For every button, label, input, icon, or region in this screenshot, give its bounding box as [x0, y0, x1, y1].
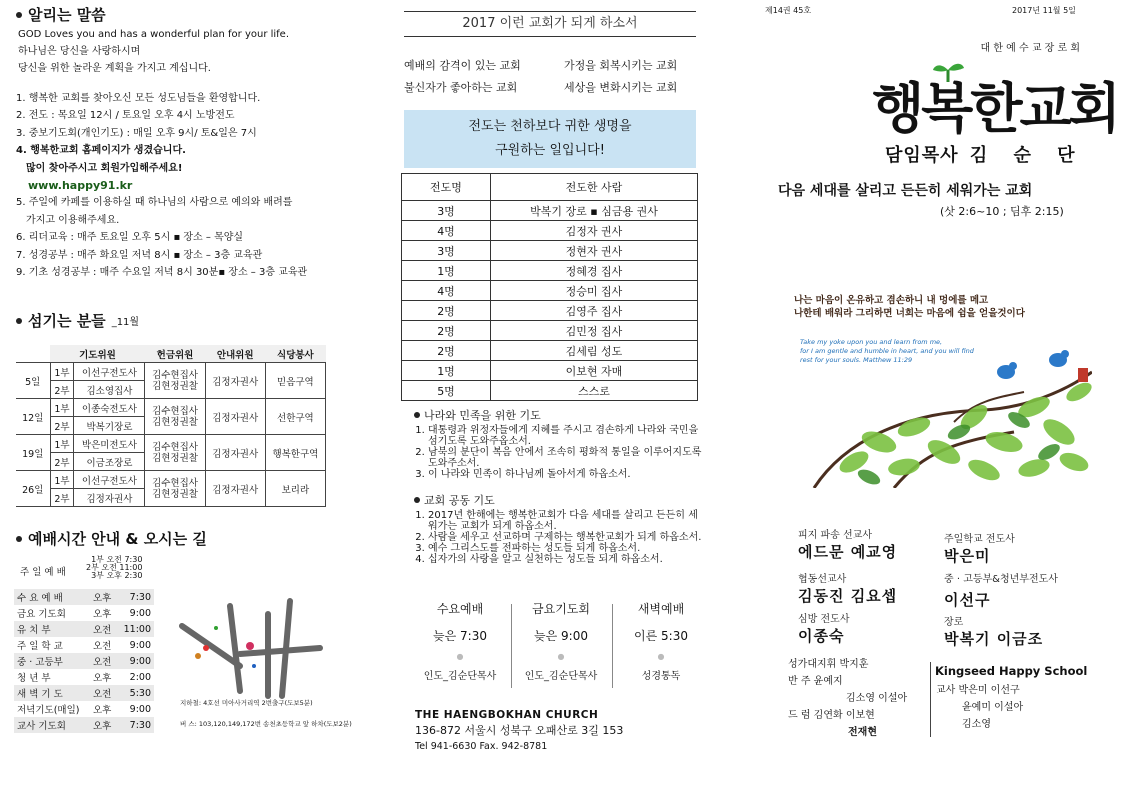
service-time: 늦은 9:00: [534, 629, 588, 643]
kitchen-cell: 보리라: [265, 471, 325, 507]
choir-line: 성가대지휘 박지훈: [788, 659, 869, 670]
vision-item: 세상을 변화시키는 교회: [564, 81, 678, 94]
worship-ampm: 오후: [90, 589, 117, 605]
staff-name: 김동진 김요셉: [798, 587, 898, 605]
evangelism-header-row: [402, 174, 698, 201]
table-row: [14, 701, 154, 717]
common-prayer: [414, 492, 704, 565]
offering-name: 김현정권찰: [152, 416, 198, 428]
service-part: 2부: [50, 453, 74, 471]
common-prayer-title: [414, 492, 704, 508]
table-row: [14, 653, 154, 669]
evangelist-name: 김영주 집사: [491, 301, 698, 321]
offering-cell: [145, 363, 205, 399]
header-usher: 안내위원: [205, 345, 265, 363]
servers-table: [16, 345, 326, 507]
kitchen-cell: 믿음구역: [265, 363, 325, 399]
evangelist-name: 박복기 장로 ▪ 심금용 권사: [491, 201, 698, 221]
offering-cell: [145, 471, 205, 507]
pastor-name: 김 순 단: [969, 145, 1085, 166]
evangelist-name: 정승미 집사: [491, 281, 698, 301]
prayer-leader: 이선구전도사: [74, 363, 145, 381]
usher-cell: 김정자권사: [205, 399, 265, 435]
evangelism-count: 3명: [402, 241, 491, 261]
sunday-times: [86, 556, 142, 580]
worship-ampm: 오전: [92, 641, 112, 652]
english-verse: [800, 338, 974, 365]
table-row: [402, 361, 698, 381]
service-note: 인도_김순단목사: [524, 671, 598, 682]
service-name: 새벽예배: [637, 602, 685, 616]
header-count: 전도명: [402, 174, 491, 201]
common-prayer-list: [414, 510, 704, 565]
announce-intro: [18, 26, 378, 77]
worship-name: 교사 기도회: [14, 717, 90, 733]
prayer-item: 2. 사람을 세우고 선교하며 구제하는 행복한교회가 되게 하옵소서.: [428, 532, 704, 543]
staff-entry: [798, 570, 897, 606]
announce-item: 2. 전도 : 목요일 12시 / 토요일 오후 4시 노방전도: [16, 110, 235, 122]
worship-name: 유 치 부: [14, 621, 90, 637]
service-column: [410, 600, 510, 682]
staff-role: 중 · 고등부&청년부전도사: [944, 574, 1058, 585]
service-time: 이른 5:30: [634, 629, 688, 643]
offering-name: 김현정권찰: [152, 452, 198, 464]
announce-item: 5. 주일에 카페를 이용하실 때 하나님의 사람으로 예의와 배려를: [16, 197, 293, 209]
worship-name: 새 벽 기 도: [14, 685, 90, 701]
evangelism-count: 5명: [402, 381, 491, 401]
prayer-item: 4. 십자가의 사랑을 알고 실천하는 성도들 되게 하옵소서.: [428, 554, 704, 565]
prayer-leader: 박은미전도사: [74, 435, 145, 453]
evangelism-banner: [404, 110, 696, 168]
common-prayer-title-text: 교회 공동 기도: [424, 494, 495, 507]
table-row: [16, 399, 326, 417]
worship-ampm: 오전: [90, 653, 117, 669]
verse-line: rest for your souls. Matthew 11:29: [800, 356, 913, 364]
verse-line: Take my yoke upon you and learn from me,: [800, 338, 943, 346]
service-time: 늦은 7:30: [433, 629, 487, 643]
dot-icon: ●: [456, 652, 464, 661]
choir-list: [788, 656, 928, 741]
evangelist-name: 정혜경 집사: [491, 261, 698, 281]
week-day: 19일: [16, 435, 50, 471]
vision-title: 2017 이런 교회가 되게 하소서: [404, 11, 696, 37]
table-row: [402, 321, 698, 341]
evangelist-name: 김세림 성도: [491, 341, 698, 361]
table-row: [402, 301, 698, 321]
prayer-item: 1. 2017년 한해에는 행복한교회가 다음 세대를 살리고 든든히 세워가는 교회가 되게 하옵소서.: [428, 510, 704, 532]
church-english-name: THE HAENGBOKHAN CHURCH: [415, 709, 599, 721]
prayer-item: 2. 남북의 분단이 복음 안에서 조속히 평화적 통일을 이루어지도록 도와주소서.: [428, 447, 704, 469]
sunday-label: 주 일 예 배: [20, 567, 66, 578]
staff-role: 피지 파송 선교사: [798, 530, 872, 541]
header-offering: 헌금위원: [145, 345, 205, 363]
kingseed-line: 교사 박은미 이선구: [936, 685, 1020, 696]
nation-prayer-title-text: 나라와 민족을 위한 기도: [424, 409, 541, 422]
bulletin-date: 2017년 11월 5일: [1012, 6, 1076, 15]
calligraphy-line: 나는 마음이 온유하고 겸손하니 내 멍에를 메고: [794, 295, 989, 306]
header-kitchen: 식당봉사: [265, 345, 325, 363]
service-part: 1부: [50, 471, 74, 489]
verse-line: for I am gentle and humble in heart, and you will find: [800, 347, 974, 355]
week-day: 26일: [16, 471, 50, 507]
prayer-leader: 이선구전도사: [74, 471, 145, 489]
intro-line: GOD Loves you and has a wonderful plan for your life.: [18, 29, 290, 40]
worship-time: 2:00: [129, 671, 151, 683]
announce-item: 3. 중보기도회(개인기도) : 매일 오후 9시/ 토&일은 7시: [16, 127, 257, 139]
evangelist-name: 김정자 권사: [491, 221, 698, 241]
map-caption-subway: 지하철: 4호선 미아사거리역 2번출구(도보5분): [180, 699, 313, 707]
evangelist-name: 김민정 집사: [491, 321, 698, 341]
servers-header-row: [16, 345, 326, 363]
worship-ampm: 오후: [92, 609, 112, 620]
sunday-time: 2부 오전 11:00: [86, 563, 143, 572]
worship-time: 7:30: [117, 589, 154, 605]
worship-name: 중 · 고등부: [14, 653, 90, 669]
church-address: [415, 707, 623, 755]
bullet-icon: [414, 497, 420, 503]
announce-item: 4. 행복한교회 홈페이지가 생겼습니다.: [16, 145, 186, 157]
offering-name: 김현정권찰: [152, 380, 198, 392]
worship-ampm: 오전: [90, 621, 117, 637]
scripture-illustration: [784, 292, 1092, 488]
usher-cell: 김정자권사: [205, 363, 265, 399]
nation-prayer-list: [414, 425, 704, 480]
staff-entry: [798, 610, 849, 646]
worship-time: 5:30: [117, 685, 154, 701]
evangelism-count: 3명: [402, 201, 491, 221]
announce-title-text: 알리는 말씀: [28, 6, 106, 24]
calligraphy: [794, 294, 1025, 320]
staff-role: 주일학교 전도사: [944, 534, 1015, 545]
evangelist-name: 스스로: [491, 381, 698, 401]
map-drawing: [170, 596, 340, 706]
staff-name: 박은미: [944, 547, 991, 565]
map-caption-bus: 버 스: 103,120,149,172번 송천초등학교 앞 하차(도보2분): [180, 720, 352, 728]
choir-line: 드 럼 김연화 이보현: [788, 710, 875, 721]
table-row: [14, 621, 154, 637]
table-row: [14, 637, 154, 653]
service-part: 2부: [50, 489, 74, 507]
tree-bird-art: [784, 292, 1092, 488]
services-grid: [410, 600, 710, 692]
evangelism-count: 2명: [402, 301, 491, 321]
nation-prayer: [414, 407, 704, 480]
bullet-icon: [16, 536, 22, 542]
worship-name: 수 요 예 배: [14, 589, 90, 605]
staff-entry: [944, 613, 1043, 649]
evangelist-name: 이보현 자매: [491, 361, 698, 381]
calligraphy-line: 나한테 배워라 그리하면 너희는 마음에 쉼을 얻을것이다: [794, 308, 1025, 319]
kingseed-teachers: [936, 682, 1023, 733]
service-column: [612, 600, 710, 682]
service-column: [511, 600, 611, 682]
worship-time: 7:30: [117, 717, 154, 733]
worship-name: 금요 기도회: [17, 609, 66, 620]
header-prayer: 기도위원: [50, 345, 145, 363]
offering-cell: [145, 399, 205, 435]
evangelism-table: [401, 173, 698, 401]
table-row: [16, 471, 326, 489]
worship-name: 저녁기도(매일): [17, 705, 80, 716]
worship-time: 9:00: [129, 607, 151, 619]
worship-time: 9:00: [129, 703, 151, 715]
vision-item: 불신자가 좋아하는 교회: [404, 81, 518, 94]
announce-item: 많이 찾아주시고 회원가입해주세요!: [26, 162, 183, 174]
servers-title: [16, 310, 139, 331]
offering-name: 김수현집사: [152, 405, 198, 417]
staff-name: 에드문 예교영: [798, 543, 898, 561]
service-part: 2부: [50, 381, 74, 399]
evangelism-count: 2명: [402, 341, 491, 361]
worship-ampm: 오후: [92, 705, 112, 716]
kingseed-line: 김소영: [962, 719, 991, 730]
choir-line: 김소영 이설아: [846, 693, 908, 704]
worship-time: 11:00: [117, 621, 154, 637]
announce-item: 가지고 이용해주세요.: [26, 214, 120, 226]
evangelism-count: 1명: [402, 261, 491, 281]
worship-ampm: 오후: [90, 717, 117, 733]
table-row: [402, 341, 698, 361]
location-map[interactable]: [170, 596, 340, 706]
nation-prayer-title: [414, 407, 704, 423]
staff-name: 이종숙: [798, 627, 845, 645]
table-row: [16, 363, 326, 381]
staff-entry: [944, 530, 1015, 566]
offering-name: 김수현집사: [152, 477, 198, 489]
banner-line: 전도는 천하보다 귀한 생명을: [468, 119, 632, 134]
evangelist-name: 정현자 권사: [491, 241, 698, 261]
vision-item: 가정을 회복시키는 교회: [564, 59, 678, 72]
banner-line: 구원하는 일입니다!: [495, 143, 605, 158]
prayer-leader: 이종숙전도사: [74, 399, 145, 417]
evangelism-count: 2명: [402, 321, 491, 341]
bulletin-volume: 제14권 45호: [765, 6, 812, 15]
choir-line: 반 주 윤예지: [788, 676, 843, 687]
service-part: 1부: [50, 399, 74, 417]
bullet-icon: [16, 12, 22, 18]
table-row: [14, 717, 154, 733]
evangelism-count: 4명: [402, 281, 491, 301]
sunday-worship: [20, 556, 160, 586]
vision-item: 예배의 감격이 있는 교회: [404, 59, 521, 72]
week-day: 5일: [16, 363, 50, 399]
announce-item: 6. 리더교육 : 매주 토요일 오후 5시 ▪ 장소 – 목양실: [16, 232, 244, 244]
evangelism-count: 1명: [402, 361, 491, 381]
table-row: [14, 589, 154, 605]
service-part: 1부: [50, 435, 74, 453]
kingseed-line: 윤예미 이설아: [962, 702, 1024, 713]
offering-name: 김수현집사: [152, 441, 198, 453]
prayer-item: 1. 대통령과 위정자들에게 지혜를 주시고 겸손하게 나라와 국민을 섬기도록 도와주옵소서.: [428, 425, 704, 447]
announce-item: 9. 기초 성경공부 : 매주 수요일 저녁 8시 30분▪ 장소 – 3층 교육관: [16, 267, 308, 279]
table-row: [14, 669, 154, 685]
intro-line: 당신을 위한 놀라운 계획을 가지고 계십니다.: [18, 63, 211, 74]
prayer-item: 3. 이 나라와 민족이 하나님께 돌아서게 하옵소서.: [428, 469, 704, 480]
table-row: [402, 241, 698, 261]
staff-role: 장로: [944, 617, 964, 628]
worship-ampm: 오후: [92, 673, 112, 684]
offering-cell: [145, 435, 205, 471]
church-motto: 다음 세대를 살리고 든든히 세워가는 교회: [778, 183, 1033, 199]
staff-name: 박복기 이금조: [944, 630, 1044, 648]
staff-role: 협동선교사: [798, 574, 847, 585]
sunday-time: 1부 오전 7:30: [91, 555, 143, 564]
kitchen-cell: 선한구역: [265, 399, 325, 435]
dot-icon: ●: [657, 652, 665, 661]
table-row: [14, 685, 154, 701]
church-name: 행복한교회: [872, 77, 1118, 140]
pastor: [885, 141, 1085, 167]
service-note: 성경통독: [641, 671, 681, 682]
service-part: 1부: [50, 363, 74, 381]
table-row: [402, 381, 698, 401]
table-row: [14, 605, 154, 621]
service-name: 금요기도회: [532, 602, 590, 616]
church-address-line: 136-872 서울시 성북구 오패산로 3길 153: [415, 724, 624, 737]
homepage-link[interactable]: www.happy91.kr: [28, 179, 133, 193]
usher-cell: 김정자권사: [205, 435, 265, 471]
servers-month: _11월: [111, 317, 140, 328]
prayer-leader: 김정자권사: [74, 489, 145, 507]
choir-line: 전재현: [848, 727, 877, 738]
servers-title-text: 섬기는 분들: [28, 312, 106, 330]
service-name: 수요예배: [436, 602, 484, 616]
prayer-leader: 박복기장로: [74, 417, 145, 435]
worship-title-text: 예배시간 안내 & 오시는 길: [28, 530, 207, 548]
week-day: 12일: [16, 399, 50, 435]
table-row: [402, 281, 698, 301]
worship-name: 주 일 학 교: [17, 641, 63, 652]
staff-role: 심방 전도사: [798, 614, 850, 625]
kitchen-cell: 행복한구역: [265, 435, 325, 471]
service-part: 2부: [50, 417, 74, 435]
table-row: [16, 435, 326, 453]
worship-title: [16, 528, 207, 549]
worship-time: 9:00: [117, 653, 154, 669]
worship-table: [14, 589, 154, 733]
church-phone: Tel 941-6630 Fax. 942-8781: [415, 741, 548, 752]
table-row: [402, 201, 698, 221]
table-row: [402, 261, 698, 281]
staff-entry: [798, 526, 897, 562]
offering-name: 김수현집사: [152, 369, 198, 381]
prayer-item: 3. 예수 그리스도를 전파하는 성도들 되게 하옵소서.: [428, 543, 704, 554]
worship-time: 9:00: [129, 639, 151, 651]
pastor-title: 담임목사: [885, 145, 959, 166]
announce-item: 7. 성경공부 : 매주 화요일 저녁 8시 ▪ 장소 – 3층 교육관: [16, 249, 263, 261]
prayer-leader: 김소영집사: [74, 381, 145, 399]
intro-line: 하나님은 당신을 사랑하시며: [18, 46, 141, 57]
worship-ampm: 오전: [90, 685, 117, 701]
evangelism-count: 4명: [402, 221, 491, 241]
table-row: [402, 221, 698, 241]
announce-title: [16, 4, 106, 25]
worship-name: 청 년 부: [17, 673, 51, 684]
offering-name: 김현정권찰: [152, 488, 198, 500]
usher-cell: 김정자권사: [205, 471, 265, 507]
church-logo: [872, 58, 1118, 140]
service-note: 인도_김순단목사: [423, 671, 497, 682]
announce-item: 1. 행복한 교회를 찾아오신 모든 성도님들을 환영합니다.: [16, 93, 261, 104]
staff-name: 이선구: [944, 591, 991, 609]
denomination: 대 한 예 수 교 장 로 회: [980, 43, 1080, 54]
header-evangelist: 전도한 사람: [491, 174, 698, 201]
announce-list: [16, 90, 386, 281]
motto-reference: (삿 2:6~10 ; 딤후 2:15): [940, 205, 1064, 218]
bullet-icon: [16, 318, 22, 324]
sunday-time: 3부 오후 2:30: [91, 571, 143, 580]
bullet-icon: [414, 412, 420, 418]
staff-entry: [944, 570, 1058, 610]
prayer-leader: 이금조장로: [74, 453, 145, 471]
dot-icon: ●: [557, 652, 565, 661]
kingseed-title: Kingseed Happy School: [935, 664, 1088, 678]
